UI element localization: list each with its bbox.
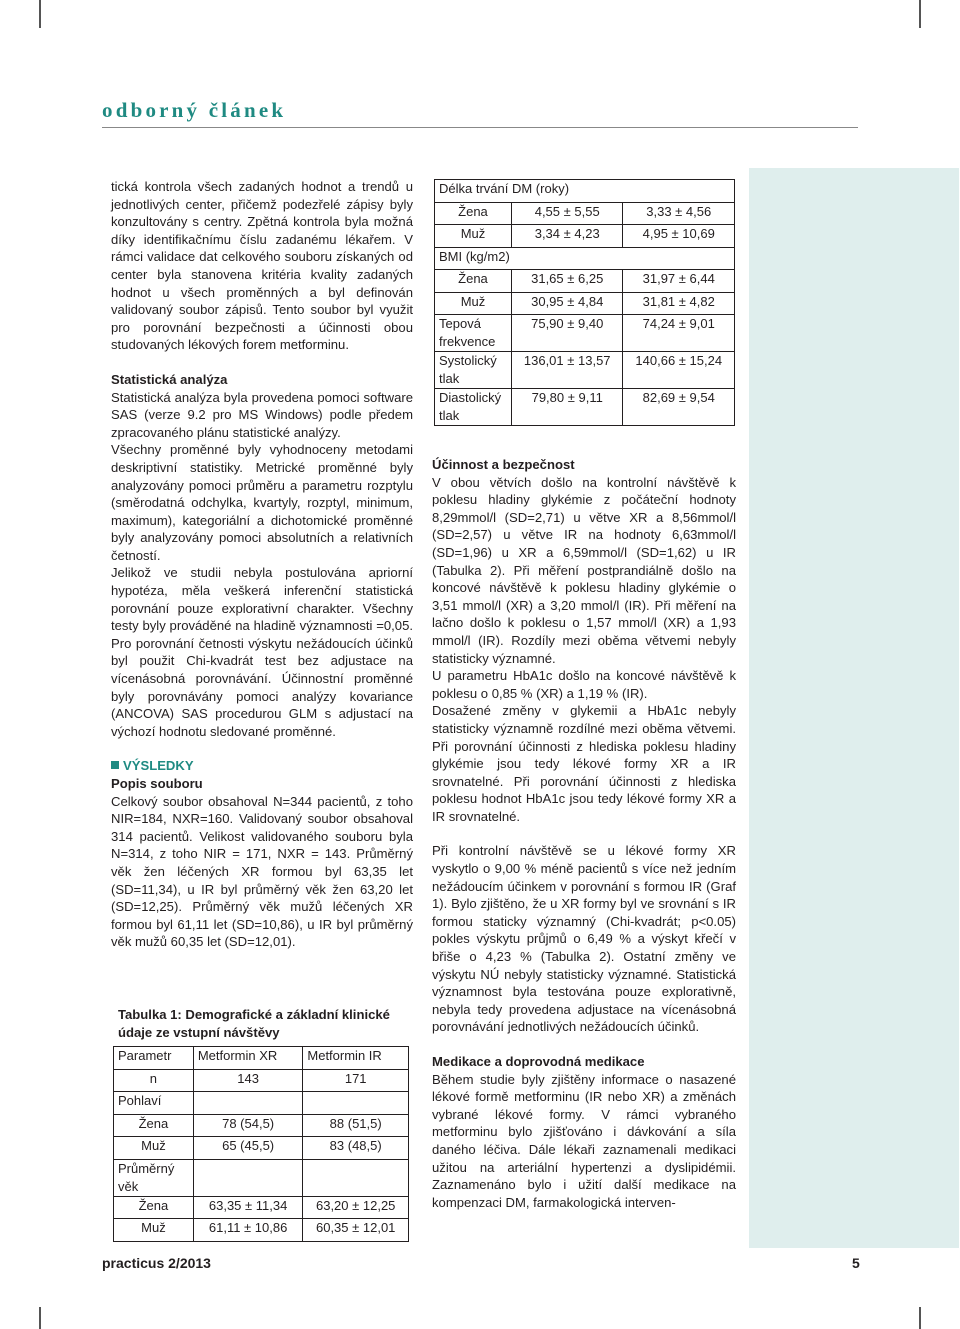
table1-ir-cell: 63,20 ± 12,25 — [303, 1196, 409, 1219]
table1-label-cell: Muž — [114, 1219, 194, 1242]
table2-xr-cell: 4,55 ± 5,55 — [511, 202, 623, 225]
table1-label-cell: Žena — [114, 1196, 194, 1219]
results-heading — [111, 757, 413, 775]
safety-paragraph: Při kontrolní návštěvě se u lékové formy XR vyskytlo o 9,00 % méně pacientů s více než jedním nežádoucím účinkem v porovnání s formou IR (Graf 1). Bylo zjištěno, že u XR formy byl ve srovnání s IR formou staticky významný (Chi-kvadrát; p<0.05) pokles výskytu průjmů o 6,49 % a výskyt křečí v břiše o 4,23 % (Tabulka 2). Ostatní změny ve výskytu NÚ nebyly statisticky významné. Statistická významnost byla testována pouze explorativně, nebyla tedy provedena adjustace na vícenásobná porovnávání jednotlivých nežádoucích účinků. — [432, 843, 736, 1035]
crop-mark — [39, 1307, 41, 1329]
table1-header-cell: Metformin XR — [193, 1047, 303, 1070]
results-heading-text: VÝSLEDKY — [123, 758, 194, 774]
table1 — [113, 1046, 409, 1242]
table1-row — [114, 1219, 409, 1242]
crop-mark — [39, 0, 41, 28]
bullet-square-icon — [111, 761, 119, 769]
table2-label-cell: Systolický tlak — [435, 352, 512, 389]
table2-row — [435, 292, 735, 315]
table2-xr-cell: 79,80 ± 9,11 — [511, 389, 623, 426]
page-number: 5 — [852, 1255, 860, 1271]
table1-ir-cell — [303, 1159, 409, 1196]
table1-row — [114, 1196, 409, 1219]
table1-xr-cell: 143 — [193, 1069, 303, 1092]
journal-footer: practicus 2/2013 — [102, 1255, 211, 1271]
table1-row — [114, 1137, 409, 1160]
table2-ir-cell: 82,69 ± 9,54 — [623, 389, 735, 426]
table2-row — [435, 247, 735, 270]
table1-xr-cell: 61,11 ± 10,86 — [193, 1219, 303, 1242]
table1-row — [114, 1069, 409, 1092]
table2-ir-cell: 140,66 ± 15,24 — [623, 352, 735, 389]
table2 — [434, 179, 735, 426]
table1-label-cell: Průměrný věk — [114, 1159, 194, 1196]
table1-xr-cell — [193, 1159, 303, 1196]
table1-label-cell: Žena — [114, 1114, 194, 1137]
table2-label-cell: Muž — [435, 225, 512, 248]
table2-label-cell: Žena — [435, 202, 512, 225]
medication-paragraph: Během studie byly zjištěny informace o nasazené lékové formě metforminu (IR nebo XR) a změnách vybrané lékové formy. V rámci vybraného metforminu bylo zjišťováno i dávkování a síla daného léčiva. Dále lékaři zaznamenali medikaci užitou na arteriální hypertenzi a dyslipidémii. Zaznamenáno bylo i užití další medikace na kompenzaci DM, farmakologická interven- — [432, 1071, 736, 1210]
decorative-sidebar — [749, 168, 959, 1248]
table1-xr-cell: 63,35 ± 11,34 — [193, 1196, 303, 1219]
table2-group-cell: Délka trvání DM (roky) — [435, 180, 735, 203]
table1-ir-cell: 60,35 ± 12,01 — [303, 1219, 409, 1242]
table2-ir-cell: 3,33 ± 4,56 — [623, 202, 735, 225]
table2-xr-cell: 136,01 ± 13,57 — [511, 352, 623, 389]
efficacy-paragraph-3: Dosažené změny v glykemii a HbA1c nebyly statisticky významně rozdílné mezi oběma větvemi. Při porovnání účinnosti z hlediska poklesu hladiny glykémie jsou tedy lékové formy XR a IR srovnatelné. Při porovnání účinnosti z hlediska poklesu hodnot HbA1c jsou tedy lékové formy XR a IR srovnatelné. — [432, 703, 736, 824]
table1-ir-cell: 88 (51,5) — [303, 1114, 409, 1137]
header-divider — [102, 127, 858, 128]
table1-xr-cell: 65 (45,5) — [193, 1137, 303, 1160]
table1-xr-cell — [193, 1092, 303, 1115]
table2-label-cell: Tepová frekvence — [435, 315, 512, 352]
table2-label-cell: Žena — [435, 270, 512, 293]
table2-ir-cell: 31,81 ± 4,82 — [623, 292, 735, 315]
stat-paragraph-3: Jelikož ve studii nebyla postulována apriorní hypotéza, měla veškerá inferenční statistická porovnání pouze explorativní charakter. Všechny testy byly prováděné na hladině významnosti =0,05. Pro porovnání četnosti výskytu nežádoucích účinků byl použit Chi-kvadrát test bez adjustace na vícenásobná porovnávání. Účinnostní proměnné byly porovnávány pomoci analýzy kovariance (ANCOVA) SAS procedurou GLM s adjustací na výchozí hodnotu sledované proměnné. — [111, 565, 413, 739]
table1-row — [114, 1092, 409, 1115]
table1-ir-cell: 83 (48,5) — [303, 1137, 409, 1160]
stat-paragraph-2: Všechny proměnné byly vyhodnoceny metodami deskriptivní statistiky. Metrické proměnné byly analyzovány pomoci průměru a parametru rozptylu (směrodatná odchylka, kvartyly, rozptyl, minimum, maximum), kategoriální a dichotomické proměnné byly analyzovány pomoci absolutních a relativních četností. — [111, 442, 413, 563]
table2-xr-cell: 31,65 ± 6,25 — [511, 270, 623, 293]
table2-label-cell: Diastolický tlak — [435, 389, 512, 426]
crop-mark — [919, 1307, 921, 1329]
table1-row — [114, 1159, 409, 1196]
table2-row — [435, 389, 735, 426]
efficacy-heading: Účinnost a bezpečnost — [432, 457, 575, 472]
table1-header-cell: Metformin IR — [303, 1047, 409, 1070]
table2-xr-cell: 3,34 ± 4,23 — [511, 225, 623, 248]
population-paragraph: Celkový soubor obsahoval N=344 pacientů, z toho NIR=184, NXR=160. Validovaný soubor obsahoval 314 pacientů. Velikost validovaného souboru byla N=314, z toho NIR = 171, NXR = 143. Průměrný věk žen léčených XR formou byl 63,35 let (SD=11,34), u IR byl průměrný věk žen 63,20 let (SD=12,25). Průměrný věk mužů léčených XR formou byl 61,11 let (SD=10,86), u IR byl průměrný věk mužů 60,35 let (SD=12,01). — [111, 793, 413, 950]
table2-row — [435, 180, 735, 203]
table2-row — [435, 315, 735, 352]
table2-row — [435, 202, 735, 225]
table1-caption: Tabulka 1: Demografické a základní klinické údaje ze vstupní návštěvy — [118, 1007, 390, 1040]
table1-header-cell: Parametr — [114, 1047, 194, 1070]
table1-xr-cell: 78 (54,5) — [193, 1114, 303, 1137]
table2-row — [435, 270, 735, 293]
stat-heading: Statistická analýza — [111, 371, 228, 387]
right-column — [432, 456, 736, 1211]
section-title: odborný článek — [102, 98, 287, 122]
table2-ir-cell: 31,97 ± 6,44 — [623, 270, 735, 293]
table2-row — [435, 352, 735, 389]
table2-group-cell: BMI (kg/m2) — [435, 247, 735, 270]
table2-xr-cell: 75,90 ± 9,40 — [511, 315, 623, 352]
population-heading: Popis souboru — [111, 776, 203, 791]
table2-ir-cell: 74,24 ± 9,01 — [623, 315, 735, 352]
crop-mark — [919, 0, 921, 28]
intro-paragraph: tická kontrola všech zadaných hodnot a trendů u jednotlivých center, přičemž podezřelé zápisy byly konzultovány s centry. Zpětná kontrola byla možná díky identifikačnímu číslu zadanému lékařem. V rámci validace dat celkového souboru získaných od center byla stanovena kritéria kvality zadaných hodnot u všech proměnných a byl definován validovaný soubor zápisů. Tento soubor byl využit pro porovnání bezpečnosti a účinnosti obou studovaných lékových forem metforminu. — [111, 179, 413, 353]
table2-ir-cell: 4,95 ± 10,69 — [623, 225, 735, 248]
table2-row — [435, 225, 735, 248]
table1-ir-cell: 171 — [303, 1069, 409, 1092]
left-column — [111, 178, 413, 951]
table1-header-row — [114, 1047, 409, 1070]
table1-label-cell: Muž — [114, 1137, 194, 1160]
efficacy-paragraph-2: U parametru HbA1c došlo na koncové návštěvě k poklesu o 0,85 % (XR) a 1,19 % (IR). — [432, 668, 736, 701]
medication-heading: Medikace a doprovodná medikace — [432, 1054, 645, 1069]
table1-label-cell: n — [114, 1069, 194, 1092]
stat-paragraph-1: Statistická analýza byla provedena pomoci software SAS (verze 9.2 pro MS Windows) podle předem zpracovaného plánu statistické analýzy. — [111, 389, 413, 440]
table1-row — [114, 1114, 409, 1137]
table1-ir-cell — [303, 1092, 409, 1115]
table2-label-cell: Muž — [435, 292, 512, 315]
table2-xr-cell: 30,95 ± 4,84 — [511, 292, 623, 315]
efficacy-paragraph-1: V obou větvích došlo na kontrolní návštěvě k poklesu hladiny glykémie z počáteční hodnoty 8,29mmol/l (SD=2,71) u větve XR a 8,56mmol/l (SD=2,57) u větve IR na hodnoty 6,63mmol/l (SD=1,96) u XR a 6,59mmol/l (SD=1,62) u IR (Tabulka 2). Při měření postprandiálně došlo na koncové návštěvě k poklesu hladiny glykémie o 3,51 mmol/l (XR) a 3,20 mmol/l (IR). Při měření na lačno došlo k poklesu o 1,57 mmol/l (XR) a 1,93 mmol/l (IR). Rozdíly mezi oběma větvemi nebyly statisticky významné. — [432, 474, 736, 666]
table1-label-cell: Pohlaví — [114, 1092, 194, 1115]
